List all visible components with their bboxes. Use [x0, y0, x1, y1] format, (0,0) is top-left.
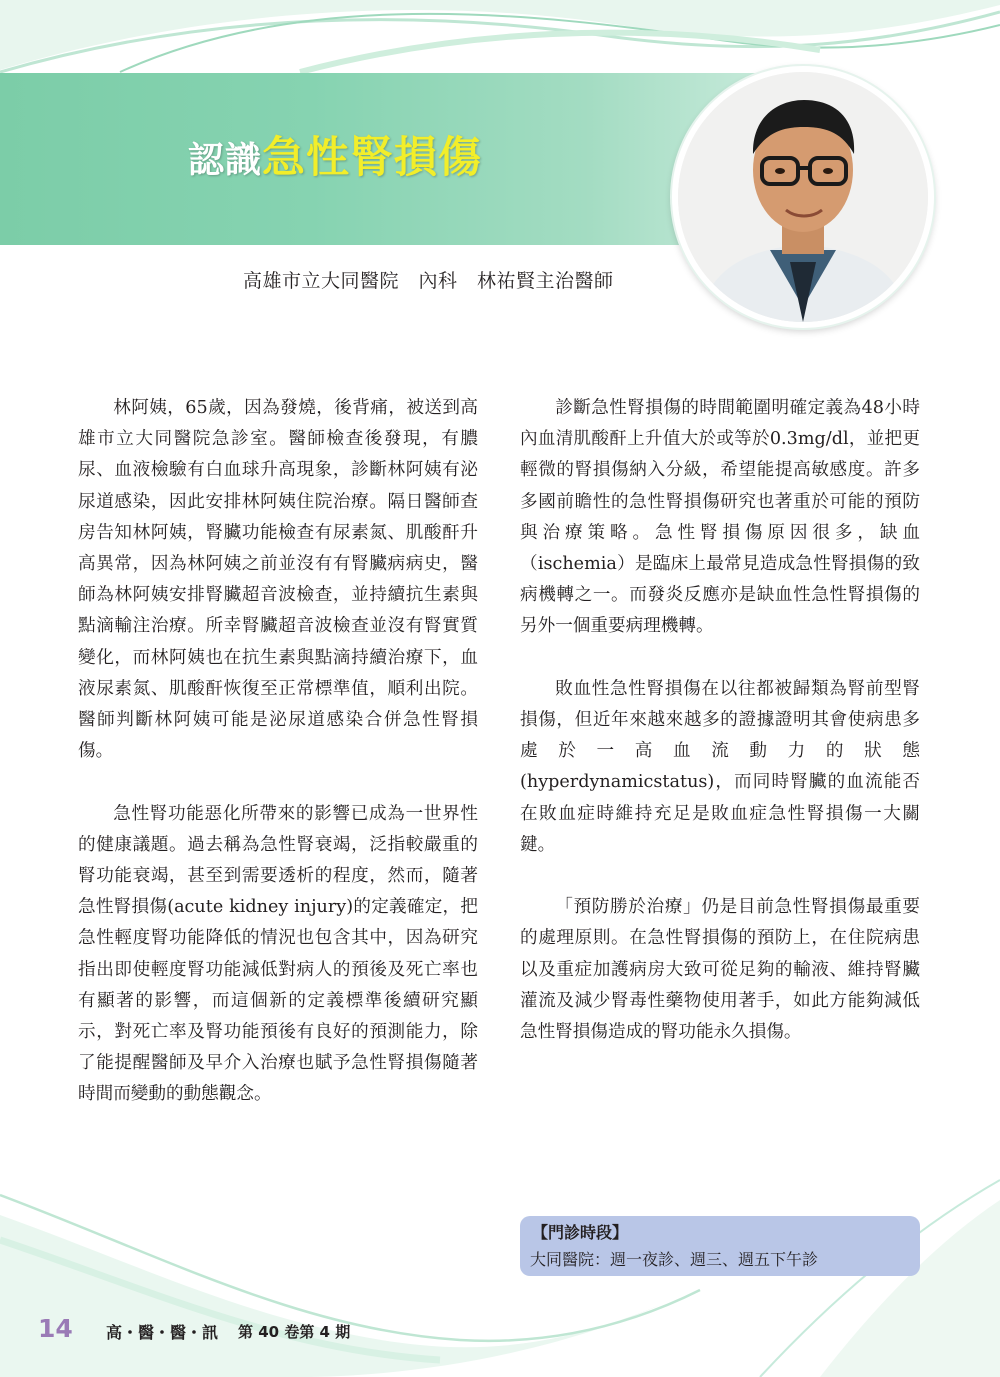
author-byline: 高雄市立大同醫院 內科 林祐賢主治醫師 — [243, 270, 614, 292]
clinic-hours-schedule: 大同醫院：週一夜診、週三、週五下午診 — [530, 1250, 819, 1269]
left-column — [78, 393, 478, 1142]
paragraph: 林阿姨，65歲，因為發燒，後背痛，被送到高雄市立大同醫院急診室。醫師檢查後發現，有膿尿、血液檢驗有白血球升高現象，診斷林阿姨有泌尿道感染，因此安排林阿姨住院治療。隔日醫師查房告知林阿姨，腎臟功能檢查有尿素氮、肌酸酐升高異常，因為林阿姨之前並沒有有腎臟病病史，醫師為林阿姨安排腎臟超音波檢查，並持續抗生素與點滴輸注治療。所幸腎臟超音波檢查並沒有腎實質變化，而林阿姨也在抗生素與點滴持續治療下，血液尿素氮、肌酸酐恢復至正常標準值，順利出院。醫師判斷林阿姨可能是泌尿道感染合併急性腎損傷。 — [78, 398, 478, 762]
article-title — [188, 128, 482, 191]
clinic-hours-box — [520, 1216, 920, 1276]
paragraph: 急性腎功能惡化所帶來的影響已成為一世界性的健康議題。過去稱為急性腎衰竭，泛指較嚴重的腎功能衰竭，甚至到需要透析的程度，然而，隨著急性腎損傷(acute kidney injury)的定義確定，把急性輕度腎功能降低的情況也包含其中，因為研究指出即使輕度腎功能減低對病人的預後及死亡率也有顯著的影響，而這個新的定義標準後續研究顯示，對死亡率及腎功能預後有良好的預測能力，除了能提醒醫師及早介入治療也賦予急性腎損傷隨著時間而變動的動態觀念。 — [78, 803, 478, 1105]
clinic-hours-heading: 【門診時段】 — [532, 1223, 629, 1242]
title-prefix: 認識 — [188, 140, 263, 181]
right-column — [520, 393, 920, 1079]
author-photo — [672, 66, 934, 328]
paragraph: 敗血性急性腎損傷在以往都被歸類為腎前型腎損傷，但近年來越來越多的證據證明其會使病患多處於一高血流動力的狀態(hyperdynamicstatus)，而同時腎臟的血流能否在敗血症時維持充足是敗血症急性腎損傷一大關鍵。 — [520, 678, 920, 855]
paragraph: 「預防勝於治療」仍是目前急性腎損傷最重要的處理原則。在急性腎損傷的預防上，在住院病患以及重症加護病房大致可從足夠的輸液、維持腎臟灌流及減少腎毒性藥物使用著手，如此方能夠減低急性腎損傷造成的腎功能永久損傷。 — [520, 897, 920, 1043]
title-main: 急性腎損傷 — [262, 133, 483, 183]
paragraph: 診斷急性腎損傷的時間範圍明確定義為48小時內血清肌酸酐上升值大於或等於0.3mg/dl，並把更輕微的腎損傷納入分級，希望能提高敏感度。許多多國前瞻性的急性腎損傷研究也著重於可能的預防與治療策略。急性腎損傷原因很多，缺血（ischemia）是臨床上最常見造成急性腎損傷的致病機轉之一。而發炎反應亦是缺血性急性腎損傷的另外一個重要病理機轉。 — [520, 398, 920, 637]
page-number: 14 — [38, 1314, 73, 1343]
magazine-name: 高・醫・醫・訊 — [106, 1323, 219, 1342]
issue-label: 第 40 卷第 4 期 — [238, 1323, 351, 1341]
